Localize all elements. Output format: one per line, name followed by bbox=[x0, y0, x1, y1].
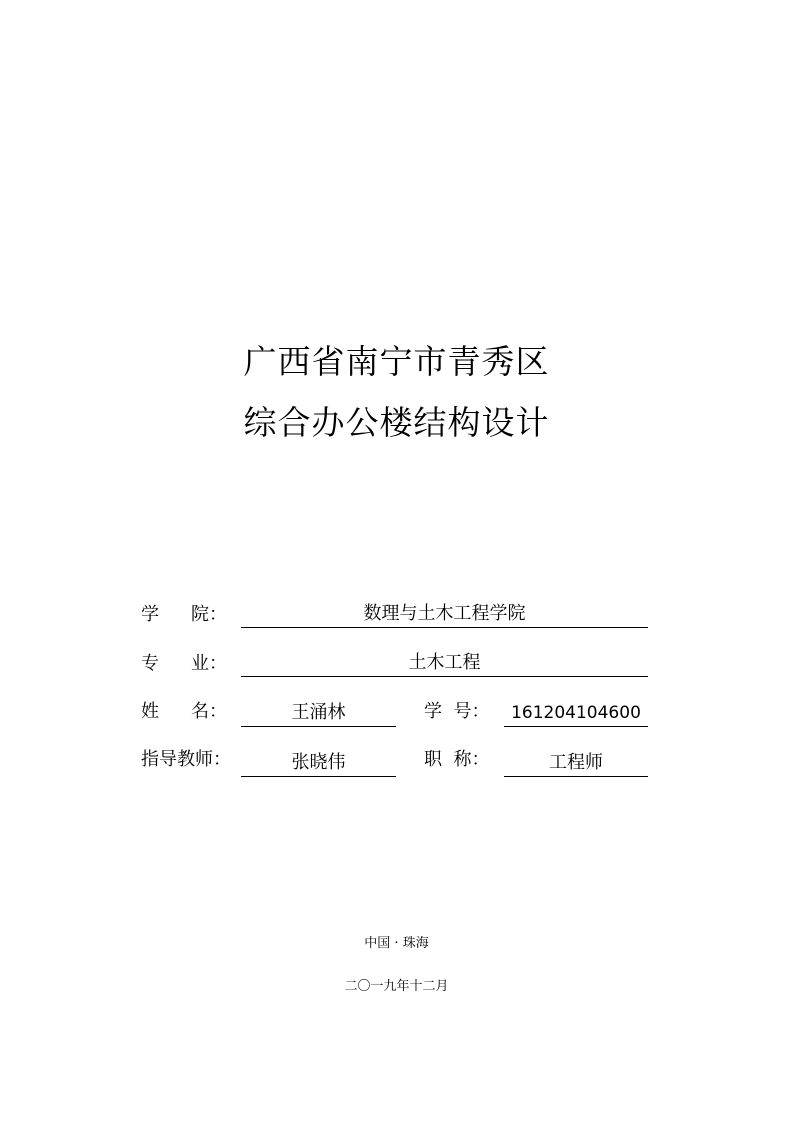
name-label-suffix: 名： bbox=[191, 701, 227, 722]
college-row bbox=[0, 603, 793, 633]
footer-location: 中国 · 珠海 bbox=[364, 936, 429, 951]
college-field: 数理与土木工程学院 bbox=[241, 601, 648, 628]
college-label-char: 学 bbox=[141, 604, 159, 625]
thesis-title-line-1: 广西省南宁市青秀区 bbox=[243, 342, 550, 381]
advisor-field: 张晓伟 bbox=[241, 750, 396, 777]
name-row bbox=[0, 700, 793, 730]
advisor-label: 指导教师： bbox=[141, 749, 231, 770]
major-row bbox=[0, 652, 793, 682]
student-id-field: 161204104600 bbox=[504, 700, 648, 727]
major-label-char: 专 bbox=[141, 653, 159, 674]
college-label-suffix: 院： bbox=[191, 604, 227, 625]
advisor-title-label: 职 称： bbox=[424, 749, 490, 770]
major-label-suffix: 业： bbox=[191, 653, 227, 674]
advisor-row bbox=[0, 748, 793, 778]
advisor-title-field: 工程师 bbox=[504, 750, 648, 777]
footer-date: 二〇一九年十二月 bbox=[344, 979, 449, 994]
name-label-char: 姓 bbox=[141, 701, 159, 722]
name-field: 王涌林 bbox=[241, 700, 396, 727]
thesis-title-line-2: 综合办公楼结构设计 bbox=[243, 403, 550, 442]
major-field: 土木工程 bbox=[241, 650, 648, 677]
student-id-label: 学 号： bbox=[424, 701, 490, 722]
